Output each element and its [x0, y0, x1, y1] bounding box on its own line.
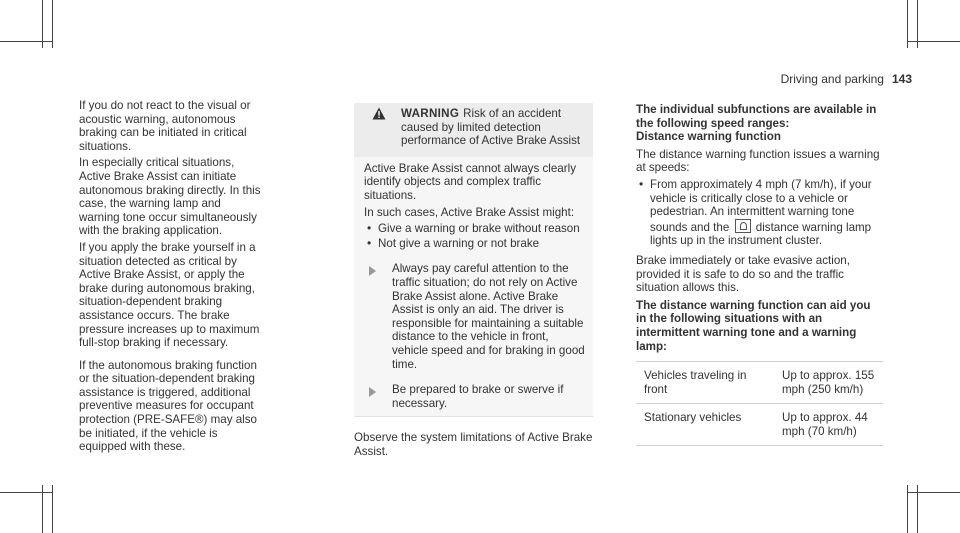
paragraph: The distance warning function issues a warning at speeds:	[636, 147, 880, 175]
distance-warning-lamp-icon	[735, 219, 751, 233]
paragraph: If you do not react to the visual or acoustic warning, autonomous braking can be initiated in critical situations.	[79, 99, 251, 153]
column-right	[636, 103, 883, 446]
paragraph: Observe the system limitations of Active Brake Assist.	[354, 431, 593, 458]
paragraph: If the autonomous braking function or the situation-dependent braking assistance is triggered, additional preventive measures for occupant protection (PRE-SAFE®) may also be initiated, if the vehicle is equipped with these.	[79, 358, 257, 454]
instruction-step	[364, 262, 585, 371]
table-cell: Vehicles traveling in front	[636, 362, 774, 404]
step-text: Be prepared to brake or swerve if necessary.	[392, 383, 564, 410]
bullet-list	[636, 178, 883, 248]
section-heading: The individual subfunctions are available in the following speed ranges:	[636, 103, 877, 130]
warning-label: WARNING	[401, 107, 460, 120]
arrow-step-icon	[369, 387, 376, 397]
section-heading: The distance warning function can aid you in the following situations with an intermittent warning tone and a warning lamp:	[636, 298, 871, 353]
crop-mark	[907, 41, 960, 42]
crop-mark	[0, 41, 52, 42]
warning-body	[354, 157, 593, 418]
subheading: Distance warning function	[636, 130, 781, 144]
paragraph: If you apply the brake yourself in a situation detected as critical by Active Brake Assist, or apply the brake during autonomous braking, situation-dependent braking assistance occurs. The brake pressure increases up to maximum full-stop braking if necessary.	[79, 240, 260, 350]
page-number: 143	[891, 72, 912, 86]
warning-title: Risk of an accident caused by limited detection performance of Active Brake Assist	[401, 107, 581, 148]
table-row	[636, 362, 883, 404]
list-item	[636, 178, 883, 248]
crop-mark	[0, 492, 52, 493]
running-header	[781, 72, 912, 86]
paragraph: In especially critical situations, Active Brake Assist can initiate autonomous braking directly. In this case, the warning lamp and warning tone occur simultaneously with the braking application.	[79, 156, 261, 238]
warning-header	[364, 107, 585, 148]
table-cell: Stationary vehicles	[636, 404, 774, 446]
paragraph: Brake immediately or take evasive action, provided it is safe to do so and the traffic situation allows this.	[636, 253, 850, 295]
column-left	[79, 99, 261, 457]
speed-table	[636, 361, 883, 446]
table-row	[636, 404, 883, 446]
table-cell: Up to approx. 44 mph (70 km/h)	[774, 404, 883, 446]
list-item-text: distance warning lamp lights up in the instrument cluster.	[650, 220, 872, 248]
instruction-step	[364, 383, 585, 410]
column-middle	[354, 103, 593, 461]
table-cell: Up to approx. 155 mph (250 km/h)	[774, 362, 883, 404]
paragraph: Active Brake Assist cannot always clearly identify objects and complex traffic situations.	[364, 161, 576, 202]
warning-box	[354, 103, 593, 157]
step-text: Always pay careful attention to the traffic situation; do not rely on Active Brake Assist alone. Active Brake Assist is only an aid. The driver is responsible for maintaining a suitable distance to the vehicle in front, vehicle speed and for braking in good time.	[392, 262, 585, 371]
crop-mark	[907, 492, 960, 493]
bullet-list	[364, 222, 585, 250]
paragraph: In such cases, Active Brake Assist might:	[364, 205, 575, 219]
crop-mark	[52, 485, 53, 533]
crop-mark	[52, 0, 53, 48]
list-item: • Not give a warning or not brake	[364, 237, 585, 251]
warning-triangle-icon	[372, 107, 386, 120]
list-item: • Give a warning or brake without reason	[364, 222, 585, 236]
section-title: Driving and parking	[780, 72, 884, 86]
arrow-step-icon	[369, 266, 376, 276]
list-item-text: From approximately 4 mph (7 km/h), if your vehicle is critically close to a vehicle or pedestrian. An intermittent warning tone sounds and the	[650, 177, 872, 234]
